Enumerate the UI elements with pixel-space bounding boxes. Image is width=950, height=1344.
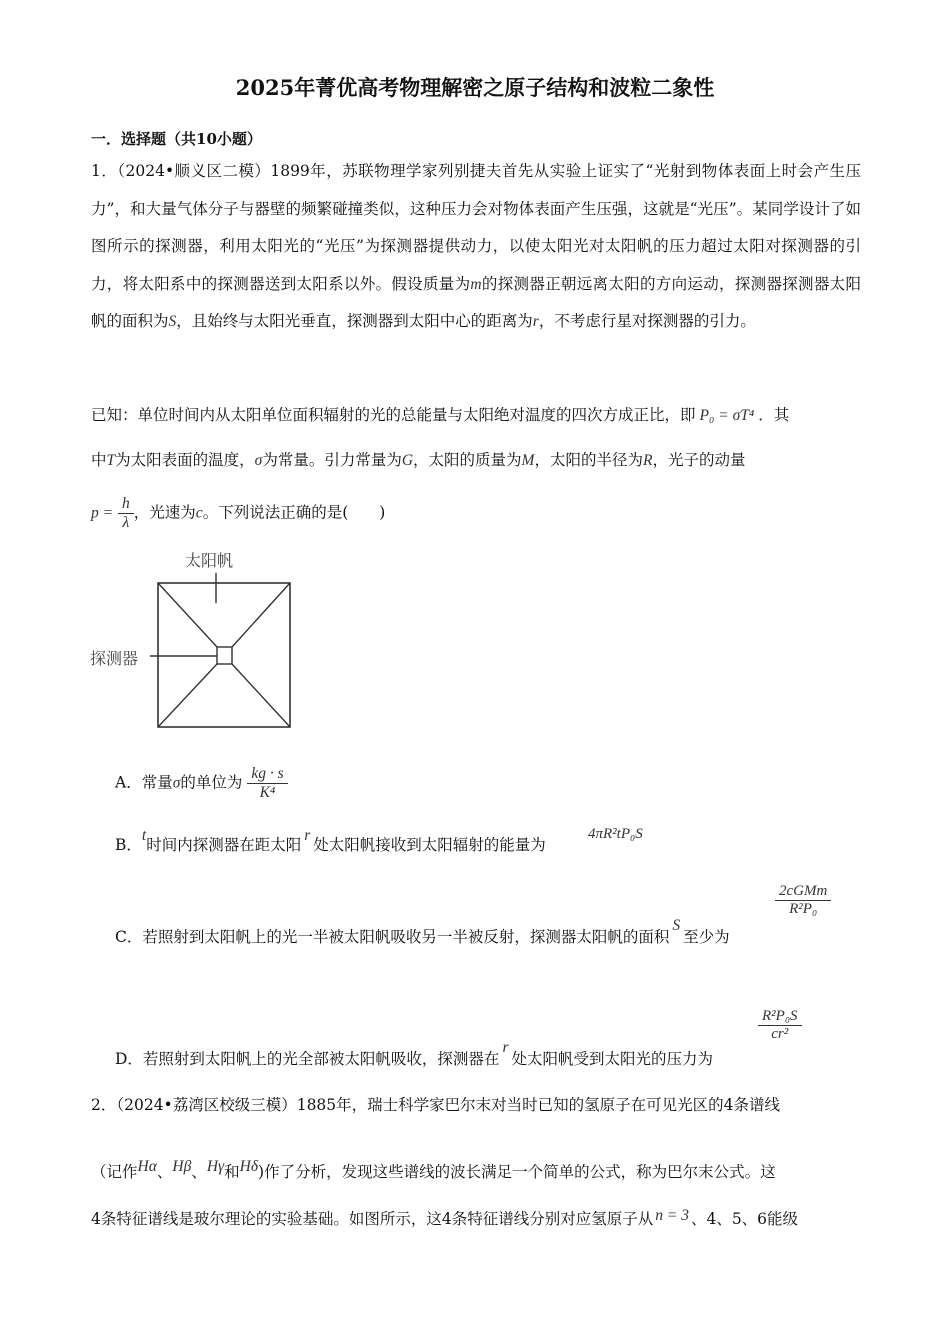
question-1-known-line3: p = $\frac{h}{\lambda}$ ，光速为c。下列说法正确的是( ) bbox=[91, 495, 386, 531]
option-d-fraction: $\frac{\text{R²P₀S}}{\text{cr²}}$ bbox=[758, 1008, 802, 1043]
option-d[interactable]: D．若照射到太阳帆上的光全部被太阳帆吸收，探测器在r处太阳帆受到太阳光的压力为 bbox=[115, 1039, 713, 1068]
question-1-known-line2: 中T为太阳表面的温度，σ为常量。引力常量为G，太阳的质量为M，太阳的半径为R，光子的动量 bbox=[91, 451, 746, 469]
probe-label: 探测器 bbox=[90, 649, 139, 668]
solar-sail-diagram bbox=[140, 565, 300, 735]
option-b[interactable]: B．t时间内探测器在距太阳r处太阳帆接收到太阳辐射的能量为 bbox=[115, 827, 546, 854]
question-1-text: 1．（2024•顺义区二模）1899年，苏联物理学家列别捷夫首先从实验上证实了“光射到物体表面上时会产生压力”，和大量气体分子与器壁的频繁碰撞类似，这种压力会对物体表面产生压强，这就是“光压”。某同学设计了如图所示的探测器，利用太阳光的“光压”为探测器提供动力，以使太阳光对太阳帆的压力超过太阳对探测器的引力，将太阳系中的探测器送到太阳系以外。假设质量为m的探测器正朝远离太阳的方向运动，探测器探测器太阳帆的面积为S，且始终与太阳光垂直，探测器到太阳中心的距离为r，不考虑行星对探测器的引力。 bbox=[91, 162, 861, 330]
sail-label: 太阳帆 bbox=[185, 551, 234, 570]
option-c-fraction: $\frac{\text{2cGMm}}{\text{R²P₀}}$ bbox=[775, 883, 831, 918]
page-title: 2025年菁优高考物理解密之原子结构和波粒二象性 bbox=[235, 75, 715, 100]
question-2-line3: 4条特征谱线是玻尔理论的实验基础。如图所示，这4条特征谱线分别对应氢原子从 n = 3 、4、5、6能级 bbox=[91, 1207, 799, 1228]
momentum-fraction: $\frac{h}{\lambda}$ bbox=[118, 495, 134, 532]
option-c[interactable]: C．若照射到太阳帆上的光一半被太阳帆吸收另一半被反射，探测器太阳帆的面积S至少为 bbox=[115, 917, 730, 946]
option-a[interactable]: A．常量σ的单位为 $\frac{kg \cdot s}{\text{K⁴}}$ bbox=[115, 765, 288, 802]
question-1-known-line1: 已知：单位时间内从太阳单位面积辐射的光的总能量与太阳绝对温度的四次方成正比，即 P₀ = σT⁴ ．其 bbox=[91, 406, 790, 424]
option-b-formula: 4πR²tP₀S bbox=[588, 826, 643, 842]
option-a-fraction: $\frac{kg \cdot s}{\text{K⁴}}$ bbox=[247, 765, 287, 802]
question-2-line1: 2．（2024•荔湾区校级三模）1885年，瑞士科学家巴尔末对当时已知的氢原子在可见光区的4条谱线 bbox=[91, 1096, 781, 1114]
question-2-line2: （记作Hα、Hβ、Hγ和Hδ)作了分析，发现这些谱线的波长满足一个简单的公式，称为巴尔末公式。这 bbox=[91, 1158, 776, 1181]
section-heading: 一．选择题（共10小题） bbox=[91, 130, 262, 148]
